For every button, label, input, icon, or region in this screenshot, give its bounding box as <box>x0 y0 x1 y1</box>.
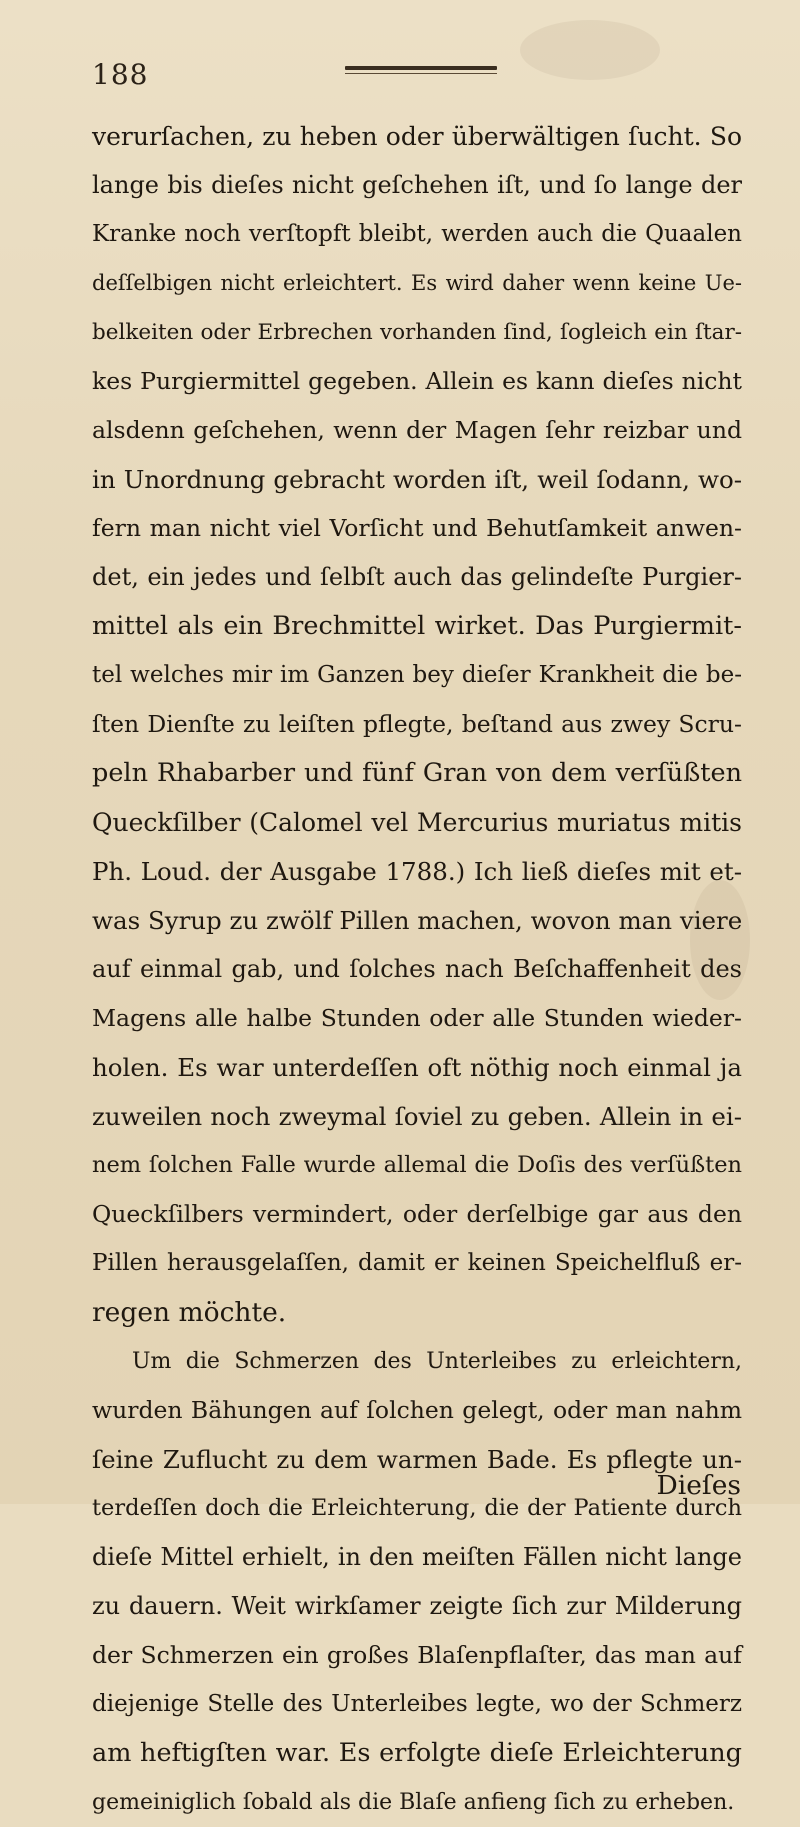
text-line: kes Purgiermittel gegeben. Allein es kann dieſes nicht <box>92 367 742 395</box>
text-line: was Syrup zu zwölf Pillen machen, wovon man viere <box>92 906 743 935</box>
text-line: gemeiniglich ſobald als die Blaſe anfieng ſich zu erheben. <box>92 1790 735 1815</box>
header-rule-thin <box>345 73 497 74</box>
text-line: lange bis dieſes nicht geſchehen iſt, und ſo lange der <box>92 171 742 199</box>
text-line: der Schmerzen ein großes Blaſenpflaſter, das man auf <box>92 1641 742 1669</box>
catchword: Dieſes <box>656 1470 741 1501</box>
text-line: Queckſilbers vermindert, oder derſelbige gar aus den <box>92 1200 742 1228</box>
text-line: deſſelbigen nicht erleichtert. Es wird daher wenn keine Ue- <box>92 271 742 295</box>
text-line: zu dauern. Weit wirkſamer zeigte ſich zur Milderung <box>92 1592 742 1620</box>
text-line: alsdenn geſchehen, wenn der Magen ſehr reizbar und <box>92 416 742 444</box>
text-line: belkeiten oder Erbrechen vorhanden ſind, ſogleich ein ſtar- <box>92 320 742 345</box>
text-line: det, ein jedes und ſelbſt auch das gelindeſte Purgier- <box>92 563 742 591</box>
text-line: nem ſolchen Falle wurde allemal die Doſis des verſüßten <box>92 1152 742 1178</box>
text-line: wurden Bähungen auf ſolchen gelegt, oder man nahm <box>92 1396 742 1424</box>
text-line: ſeine Zuflucht zu dem warmen Bade. Es pflegte un- <box>92 1445 742 1474</box>
body-text <box>92 112 742 1827</box>
text-line: am heftigſten war. Es erfolgte dieſe Erleichterung <box>92 1738 742 1768</box>
page-number: 188 <box>92 58 149 91</box>
text-line: Um die Schmerzen des Unterleibes zu erleichtern, <box>132 1349 742 1374</box>
header-rule <box>345 66 497 70</box>
text-line: dieſe Mittel erhielt, in den meiſten Fällen nicht lange <box>92 1543 742 1571</box>
paper-stain <box>520 20 660 80</box>
text-line: ſten Dienſte zu leiſten pflegte, beſtand aus zwey Scru- <box>92 710 742 738</box>
text-line: holen. Es war unterdeſſen oft nöthig noch einmal ja <box>92 1053 742 1082</box>
text-line: in Unordnung gebracht worden iſt, weil ſodann, wo- <box>92 465 742 494</box>
text-line: zuweilen noch zweymal ſoviel zu geben. Allein in ei- <box>92 1102 742 1131</box>
text-line: terdeſſen doch die Erleichterung, die der Patiente durch <box>92 1495 742 1521</box>
text-line: Kranke noch verſtopft bleibt, werden auch die Quaalen <box>92 221 742 247</box>
text-line: peln Rhabarber und fünf Gran von dem verſüßten <box>92 758 742 788</box>
text-line: Magens alle halbe Stunden oder alle Stunden wieder- <box>92 1004 742 1032</box>
text-line: fern man nicht viel Vorſicht und Behutſamkeit anwen- <box>92 514 742 542</box>
text-line: Pillen herausgelaſſen, damit er keinen Speichelfluß er- <box>92 1250 742 1276</box>
text-line: diejenige Stelle des Unterleibes legte, wo der Schmerz <box>92 1691 742 1717</box>
text-line: Queckſilber (Calomel vel Mercurius muriatus mitis <box>92 808 742 837</box>
text-line: auf einmal gab, und ſolches nach Beſchaffenheit des <box>92 955 742 983</box>
text-line: Ph. Loud. der Ausgabe 1788.) Ich ließ dieſes mit et- <box>92 857 742 886</box>
text-line: tel welches mir im Ganzen bey dieſer Krankheit die be- <box>92 662 742 688</box>
text-line: verurſachen, zu heben oder überwältigen ſucht. So <box>92 122 742 151</box>
text-line: regen möchte. <box>92 1297 287 1328</box>
text-line: mittel als ein Brechmittel wirket. Das Purgiermit- <box>92 611 742 641</box>
